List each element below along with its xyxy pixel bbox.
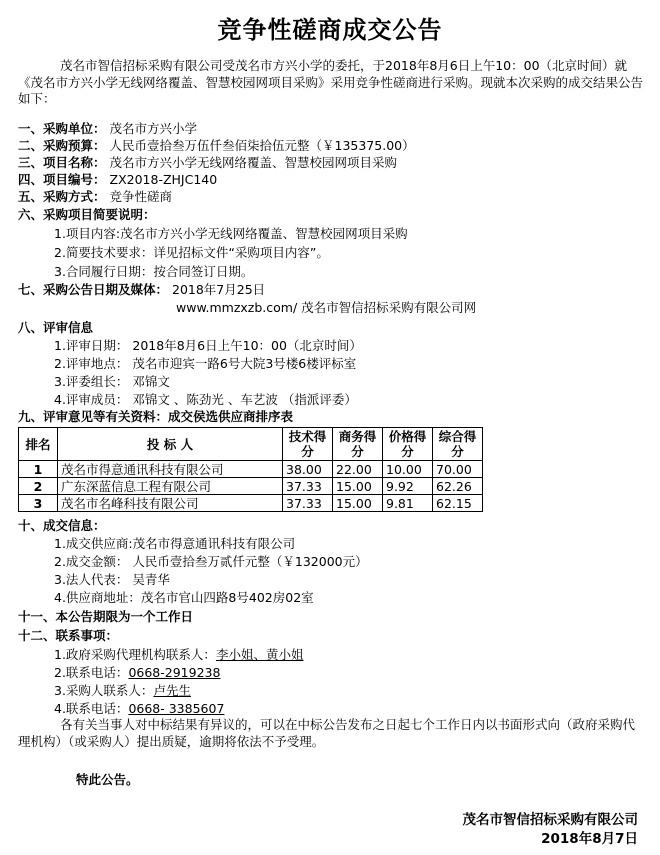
section-value: ZX2018-ZHJC140 xyxy=(109,172,218,187)
contact-agency-phone xyxy=(54,664,220,681)
price-score-cell: 10.00 xyxy=(383,461,433,478)
section-method xyxy=(18,188,172,205)
contact-value: 0668-2919238 xyxy=(128,665,221,680)
section-ranking-heading: 九、评审意见等有关资料：成交侯选供应商排序表 xyxy=(18,409,294,424)
section-period-heading: 十一、本公告期限为一个工作日 xyxy=(18,609,194,624)
section-heading: 五、采购方式： xyxy=(18,189,106,204)
section-value: 竞争性磋商 xyxy=(109,189,173,204)
section-value: 茂名市方兴小学 xyxy=(109,121,198,136)
contact-label: 1.政府采购代理机构联系人： xyxy=(54,647,216,662)
publication-media xyxy=(176,299,476,316)
biz-score-cell: 22.00 xyxy=(333,461,383,478)
contact-value: 卢先生 xyxy=(153,683,191,698)
section-project-name xyxy=(18,154,397,171)
closing-note: 特此公告。 xyxy=(76,772,139,787)
section-heading: 七、采购公告日期及媒体： xyxy=(18,282,169,297)
list-item: 1.成交供应商:茂名市得意通讯科技有限公司 xyxy=(54,536,296,551)
rank-cell: 2 xyxy=(19,478,58,495)
contact-value: 李小姐、黄小姐 xyxy=(215,647,304,662)
section-heading: 三、项目名称： xyxy=(18,155,106,170)
objection-paragraph: 各有关当事人对中标结果有异议的，可以在中标公告发布之日起七个工作日内以书面形式向（政府采购代理机构）（或采购人）提出质疑，逾期将依法不予受理。 xyxy=(18,717,636,749)
list-item: 3.合同履行日期：按合同签订日期。 xyxy=(54,264,254,279)
biz-score-cell: 15.00 xyxy=(333,495,383,512)
tech-score-cell: 37.33 xyxy=(283,478,333,495)
list-item: 1.评审日期： 2018年8月6日上午10：00（北京时间） xyxy=(54,338,362,353)
table-header-row xyxy=(19,428,483,461)
section-heading: 一、采购单位： xyxy=(18,121,106,136)
list-item: 3.法人代表： 吴青华 xyxy=(54,572,170,587)
column-header: 技术得分 xyxy=(283,428,333,461)
ranking-table xyxy=(18,427,483,512)
rank-cell: 3 xyxy=(19,495,58,512)
bidder-cell: 广东深蓝信息工程有限公司 xyxy=(58,478,283,495)
rank-cell: 1 xyxy=(19,461,58,478)
list-item: 4.供应商地址：茂名市官山四路8号402房02室 xyxy=(54,590,314,605)
publication-date: 2018年7月25日 xyxy=(172,282,266,297)
column-header: 价格得分 xyxy=(383,428,433,461)
contact-purchaser-phone xyxy=(54,700,224,717)
total-score-cell: 62.26 xyxy=(433,478,483,495)
section-heading: 二、采购预算： xyxy=(18,138,106,153)
page-title: 竞争性磋商成交公告 xyxy=(217,15,443,44)
list-item: 2.评审地点： 茂名市迎宾一路6号大院3号楼6楼评标室 xyxy=(54,356,357,371)
section-contact-heading: 十二、联系事项： xyxy=(18,628,119,643)
table-row xyxy=(19,461,483,478)
list-item: 4.评审成员： 邓锦文 、陈劲光 、车艺波 （指派评委） xyxy=(54,392,357,407)
section-deal-heading: 十、成交信息： xyxy=(18,518,106,533)
contact-value: 0668- 3385607 xyxy=(128,701,225,716)
tech-score-cell: 38.00 xyxy=(283,461,333,478)
price-score-cell: 9.81 xyxy=(383,495,433,512)
contact-label: 3.采购人联系人： xyxy=(54,683,154,698)
section-project-number xyxy=(18,171,217,188)
media-url[interactable]: www.mmzxzb.com/ xyxy=(176,300,298,315)
list-item: 2.简要技术要求：详见招标文件“采购项目内容”。 xyxy=(54,245,329,260)
signature-date: 2018年8月7日 xyxy=(541,831,638,847)
contact-label: 4.联系电话： xyxy=(54,701,129,716)
signature-company: 茂名市智信招标采购有限公司 xyxy=(462,812,638,828)
biz-score-cell: 15.00 xyxy=(333,478,383,495)
section-purchaser xyxy=(18,120,197,137)
section-value: 茂名市方兴小学无线网络覆盖、智慧校园网项目采购 xyxy=(109,155,398,170)
table-row xyxy=(19,478,483,495)
section-publication xyxy=(18,281,265,298)
section-description-heading: 六、采购项目简要说明： xyxy=(18,207,156,222)
column-header: 投 标 人 xyxy=(58,428,283,461)
intro-paragraph: 茂名市智信招标采购有限公司受茂名市方兴小学的委托，于2018年8月6日上午10：00（北京时间）就《茂名市方兴小学无线网络覆盖、智慧校园网项目采购》采用竞争性磋商进行采购。现就本次采购的成交结果公告如下： xyxy=(18,58,644,106)
list-item: 2.成交金额： 人民币壹拾叁万贰仟元整（￥132000元） xyxy=(54,554,368,569)
contact-agency xyxy=(54,646,303,663)
contact-label: 2.联系电话： xyxy=(54,665,129,680)
bidder-cell: 茂名市得意通讯科技有限公司 xyxy=(58,461,283,478)
table-row xyxy=(19,495,483,512)
section-budget xyxy=(18,137,415,154)
section-value: 人民币壹拾叁万伍仟叁佰柒拾伍元整（￥135375.00） xyxy=(109,138,415,153)
section-heading: 四、项目编号： xyxy=(18,172,106,187)
media-name: 茂名市智信招标采购有限公司网 xyxy=(301,300,477,315)
bidder-cell: 茂名市名峰科技有限公司 xyxy=(58,495,283,512)
tech-score-cell: 37.33 xyxy=(283,495,333,512)
contact-purchaser xyxy=(54,682,191,699)
price-score-cell: 9.92 xyxy=(383,478,433,495)
column-header: 综合得分 xyxy=(433,428,483,461)
total-score-cell: 62.15 xyxy=(433,495,483,512)
column-header: 商务得分 xyxy=(333,428,383,461)
total-score-cell: 70.00 xyxy=(433,461,483,478)
list-item: 1.项目内容:茂名市方兴小学无线网络覆盖、智慧校园网项目采购 xyxy=(54,226,408,241)
column-header: 排名 xyxy=(19,428,58,461)
section-review-heading: 八、评审信息 xyxy=(18,320,94,335)
list-item: 3.评委组长： 邓锦文 xyxy=(54,374,170,389)
